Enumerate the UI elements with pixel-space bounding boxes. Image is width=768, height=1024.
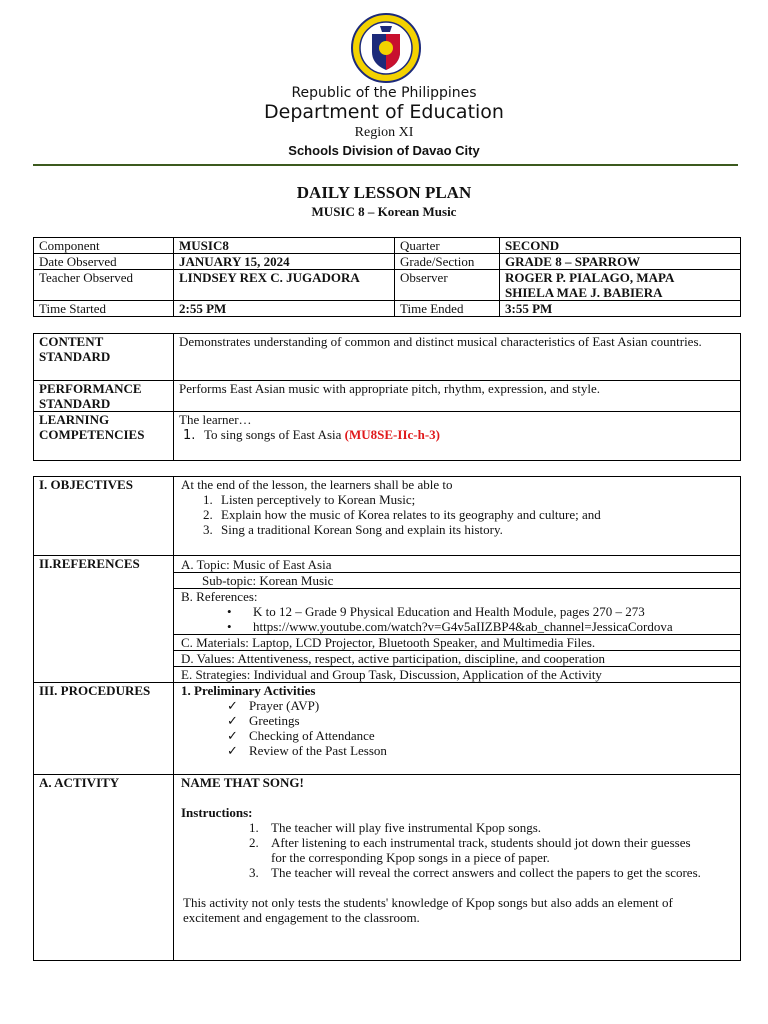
table-row [34, 556, 741, 683]
table-row [34, 301, 741, 317]
activity-cell [174, 775, 741, 961]
info-label: Time Started [34, 301, 174, 317]
document-title: DAILY LESSON PLAN [296, 183, 472, 202]
competency-item [179, 427, 735, 443]
objective-text: Listen perceptively to Korean Music; [221, 492, 416, 507]
references-heading: B. References: [181, 589, 258, 604]
competency-code: (MU8SE-IIc-h-3) [344, 427, 440, 442]
instruction-item [179, 820, 735, 835]
info-label: Teacher Observed [34, 270, 174, 301]
table-row [34, 254, 741, 270]
content-standard-text: Demonstrates understanding of common and distinct musical characteristics of East Asian countries. [174, 334, 741, 381]
objectives-label: I. OBJECTIVES [34, 477, 174, 556]
instruction-number: 3. [249, 865, 259, 880]
performance-standard-label: PERFORMANCE STANDARD [34, 381, 174, 412]
info-label: Observer [395, 270, 500, 301]
content-standard-label: CONTENT STANDARD [34, 334, 174, 381]
info-label: Grade/Section [395, 254, 500, 270]
preliminary-text: Greetings [249, 713, 300, 728]
reference-item [179, 604, 735, 619]
instruction-text: The teacher will play five instrumental Kpop songs. [271, 820, 542, 835]
info-label: Component [34, 238, 174, 254]
objective-item [179, 492, 735, 507]
reference-link[interactable]: https://www.youtube.com/watch?v=G4v5aIIZBP4&ab_channel=JessicaCordova [253, 619, 673, 634]
strategies-line: E. Strategies: Individual and Group Task, Discussion, Application of the Activity [174, 666, 740, 682]
instruction-text: The teacher will reveal the correct answers and collect the papers to get the scores. [271, 865, 701, 880]
info-label: Date Observed [34, 254, 174, 270]
table-row [34, 381, 741, 412]
competency-number: 1. [183, 428, 196, 443]
header-divider [33, 164, 738, 166]
preliminary-text: Review of the Past Lesson [249, 743, 387, 758]
values-line: D. Values: Attentiveness, respect, active participation, discipline, and cooperation [174, 650, 740, 666]
observer-name: ROGER P. PIALAGO, MAPA [505, 270, 675, 285]
instructions-heading: Instructions: [181, 805, 253, 820]
preliminary-item [179, 698, 735, 713]
observer-name: SHIELA MAE J. BABIERA [505, 285, 663, 300]
objective-item [179, 507, 735, 522]
objective-text: Explain how the music of Korea relates to its geography and culture; and [221, 507, 601, 522]
topic-line: A. Topic: Music of East Asia [181, 557, 332, 572]
preliminary-text: Prayer (AVP) [249, 698, 320, 713]
objective-number: 2. [203, 507, 213, 522]
info-value: MUSIC8 [174, 238, 395, 254]
learning-competencies-label: LEARNING COMPETENCIES [34, 412, 174, 461]
reference-text: K to 12 – Grade 9 Physical Education and Health Module, pages 270 – 273 [253, 604, 645, 619]
info-label: Quarter [395, 238, 500, 254]
check-icon: ✓ [227, 713, 238, 728]
info-value: SECOND [500, 238, 741, 254]
info-value [500, 270, 741, 301]
preliminary-item [179, 743, 735, 758]
instruction-item [179, 865, 735, 880]
check-icon: ✓ [227, 698, 238, 713]
info-label: Time Ended [395, 301, 500, 317]
division-heading: Schools Division of Davao City [288, 143, 480, 158]
activity-note: This activity not only tests the students' knowledge of Kpop songs but also adds an element of excitement and engagement to the classroom. [183, 895, 673, 925]
deped-seal-icon [350, 12, 422, 84]
info-value: JANUARY 15, 2024 [174, 254, 395, 270]
table-row [34, 238, 741, 254]
table-row [34, 334, 741, 381]
region-heading: Region XI [354, 125, 414, 140]
observation-info-table [33, 237, 741, 317]
instruction-item [179, 835, 735, 865]
info-value: 2:55 PM [174, 301, 395, 317]
info-value: GRADE 8 – SPARROW [500, 254, 741, 270]
preliminary-item [179, 728, 735, 743]
check-icon: ✓ [227, 743, 238, 758]
republic-heading: Republic of the Philippines [291, 85, 477, 101]
objectives-intro: At the end of the lesson, the learners shall be able to [181, 477, 453, 492]
lesson-plan-table [33, 476, 741, 961]
standards-table [33, 333, 741, 461]
info-value: 3:55 PM [500, 301, 741, 317]
competencies-intro: The learner… [179, 412, 252, 427]
references-label: II.REFERENCES [34, 556, 174, 683]
preliminary-text: Checking of Attendance [249, 728, 375, 743]
department-heading: Department of Education [264, 101, 504, 123]
instruction-number: 1. [249, 820, 259, 835]
materials-line: C. Materials: Laptop, LCD Projector, Bluetooth Speaker, and Multimedia Files. [174, 634, 740, 650]
instruction-text: After listening to each instrumental track, students should jot down their guesses for the corresponding Kpop songs in a piece of paper. [271, 835, 691, 865]
objective-number: 3. [203, 522, 213, 537]
activity-title: NAME THAT SONG! [181, 775, 304, 790]
objective-item [179, 522, 735, 537]
preliminary-item [179, 713, 735, 728]
table-row [34, 683, 741, 775]
references-block [174, 588, 740, 634]
document-subtitle: MUSIC 8 – Korean Music [311, 204, 457, 219]
table-row [34, 477, 741, 556]
objectives-cell [174, 477, 741, 556]
objective-text: Sing a traditional Korean Song and explain its history. [221, 522, 503, 537]
bullet-icon: • [227, 619, 232, 634]
subtopic-line: Sub-topic: Korean Music [174, 572, 740, 588]
table-row [34, 412, 741, 461]
table-row [34, 775, 741, 961]
info-value: LINDSEY REX C. JUGADORA [174, 270, 395, 301]
bullet-icon: • [227, 604, 232, 619]
instruction-number: 2. [249, 835, 259, 850]
performance-standard-text: Performs East Asian music with appropriate pitch, rhythm, expression, and style. [174, 381, 741, 412]
objective-number: 1. [203, 492, 213, 507]
check-icon: ✓ [227, 728, 238, 743]
activity-label: A. ACTIVITY [34, 775, 174, 961]
references-cell [174, 556, 741, 683]
table-row [34, 270, 741, 301]
reference-item [179, 619, 735, 634]
learning-competencies-cell [174, 412, 741, 461]
competency-text: To sing songs of East Asia [204, 427, 342, 442]
procedures-cell [174, 683, 741, 775]
procedures-label: III. PROCEDURES [34, 683, 174, 775]
preliminary-heading: 1. Preliminary Activities [181, 683, 316, 698]
